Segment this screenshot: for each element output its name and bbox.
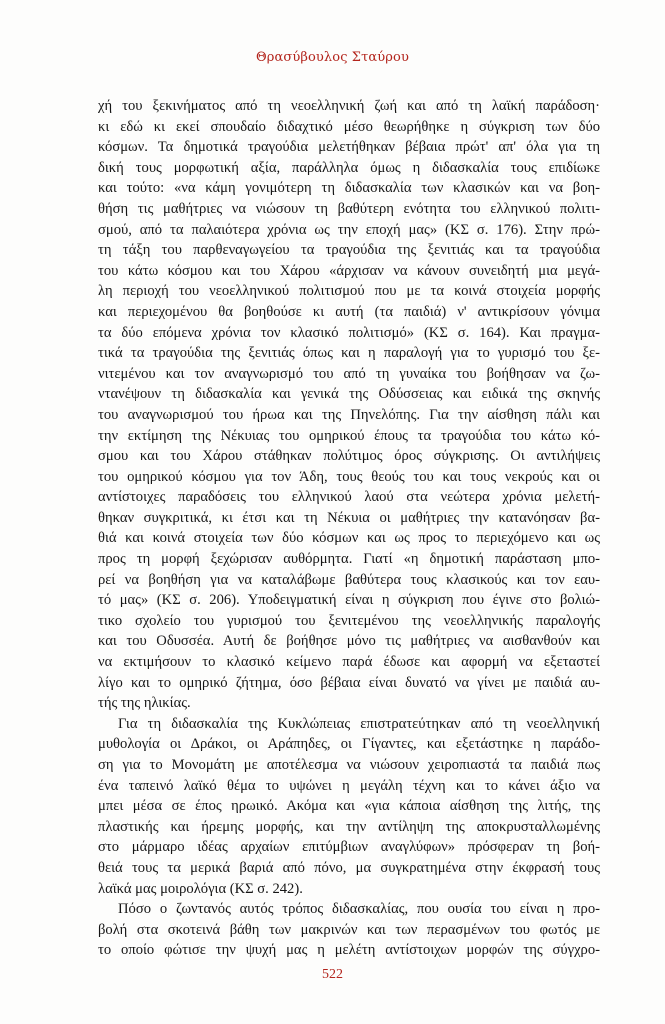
text-line: κι εδώ κι εκεί σπουδαίο διδαχτικό μέσο θεωρήθηκε η σύγκριση των δύο xyxy=(98,118,600,135)
text-line: και τούτο: «να κάμη γονιμότερη τη διδασκαλία των κλασικών και να βοη- xyxy=(98,180,600,197)
text-line: θηκαν συγκριτικά, κι έτσι και τη Νέκυια οι μαθήτριες την κατανόησαν βα- xyxy=(98,509,600,526)
text-line: μυθολογία οι Δράκοι, οι Αράπηδες, οι Γίγαντες, και εξετάστηκε η παράδο- xyxy=(98,736,600,753)
text-line: βολή στα σκοτεινά βάθη των μακρινών και των περασμένων του φωτός με xyxy=(98,921,600,938)
text-line: νιτεμένου και τον αναγνωρισμό του από τη γυναίκα του βοήθησαν να ζω- xyxy=(98,365,600,382)
text-line: Για τη διδασκαλία της Κυκλώπειας επιστρατεύτηκαν από τη νεοελληνική xyxy=(118,715,600,732)
text-line: και του Οδυσσέα. Αυτή δε βοήθησε μόνο τις μαθήτριες να αισθανθούν και xyxy=(98,633,600,650)
text-line: του ομηρικού κόσμου για τον Άδη, τους θεούς του και τους νεκρούς και οι xyxy=(98,468,600,485)
paragraph xyxy=(98,714,600,899)
text-line: πλαστικής και ήρεμης μορφής, και την αντίληψη της αποκρυσταλλωμένης xyxy=(98,818,600,835)
text-line: θήση τις μαθήτριες να νιώσουν τη βαθύτερη ενότητα του ελληνικού πολιτι- xyxy=(98,200,600,217)
text-line: θειά τους τα μερικά βαριά από πόνο, μα συγκρατημένα στην έκφρασή τους xyxy=(98,859,600,876)
text-line: δική τους μορφωτική αξία, παράλληλα όμως η διδασκαλία τους επιδίωκε xyxy=(98,159,600,176)
text-line: τής της ηλικίας. xyxy=(98,695,191,712)
text-line: τικά τα τραγούδια της ξενιτιάς όπως και η παραλογή για το γυρισμό του ξε- xyxy=(98,345,600,362)
text-line: σμού, από τα παλαιότερα χρόνια ως την εποχή μας» (ΚΣ σ. 176). Στην πρώ- xyxy=(98,221,600,238)
text-line: λίγο και το ομηρικό ζήτημα, όσο βέβαια είναι δυνατό να γίνει με παιδιά αυ- xyxy=(98,674,600,691)
text-line: την εκτίμηση της Νέκυιας του ομηρικού έπους τα τραγούδια του κάτω κό- xyxy=(98,427,600,444)
text-line: λη περιοχή του νεοελληνικού πολιτισμού που με τα κοινά στοιχεία μορφής xyxy=(98,283,600,300)
text-line: σμου και του Χάρου στάθηκαν πολύτιμος όρος σύγκρισης. Οι αντιλήψεις xyxy=(98,448,600,465)
text-line: ντανέψουν τη διδασκαλία και γενικά της Οδύσσειας και ειδικά της σκηνής xyxy=(98,386,600,403)
text-line: Πόσο ο ζωντανός αυτός τρόπος διδασκαλίας, που ουσία του είναι η προ- xyxy=(118,901,600,918)
text-line: του αναγνωρισμού του ήρωα και της Πηνελόπης. Για την αίσθηση πάλι και xyxy=(98,406,600,423)
text-line: και περιεχομένου θα βοηθούσε κι αυτή (τα παιδιά) ν' αντικρίσουν γόνιμα xyxy=(98,303,600,320)
body-text xyxy=(98,96,600,961)
text-line: χή του ξεκινήματος από τη νεοελληνική ζωή και από τη λαϊκή παράδοση· xyxy=(98,98,600,114)
text-line: ένα ταπεινό λαϊκό θέμα το υψώνει η μεγάλη τέχνη και το κάνει άξιο να xyxy=(98,777,600,794)
text-line: μπει μέσα σε έπος ηρωικό. Ακόμα και «για κάποια αίσθηση της λιτής, της xyxy=(98,798,600,815)
text-line: λαϊκά μας μοιρολόγια (ΚΣ σ. 242). xyxy=(98,880,303,897)
text-line: αντίστοιχες παραδόσεις του ελληνικού λαού στα νεώτερα χρόνια μελετή- xyxy=(98,489,600,506)
text-line: στο μάρμαρο ιδέας αρχαίων επιτύμβιων αναγλύφων» πρόσφεραν τη βοή- xyxy=(98,839,600,856)
text-line: κόσμων. Τα δημοτικά τραγούδια μελετήθηκαν βέβαια πρώτ' απ' όλα για τη xyxy=(98,139,600,156)
text-line: τό μας» (ΚΣ σ. 206). Υποδειγματική είναι η σύγκριση που έγινε στο βολιώ- xyxy=(98,592,600,609)
running-head: Θρασύβουλος Σταύρου xyxy=(256,50,409,65)
text-line: του κάτω κόσμου και του Χάρου «άρχισαν να κάνουν συνειδητή μια μεγά- xyxy=(98,262,600,279)
text-line: να εκτιμήσουν το κλασικό κείμενο παρά έδωσε και αφορμή να εξεταστεί xyxy=(98,654,600,671)
paragraph xyxy=(98,899,600,961)
text-line: τα δύο επόμενα χρόνια τον κλασικό πολιτισμό» (ΚΣ σ. 164). Και πραγμα- xyxy=(98,324,600,341)
text-line: τη τάξη του παρθεναγωγείου τα τραγούδια της ξενιτιάς και τα τραγούδια xyxy=(98,242,600,259)
text-line: τικο σχολείο του γυρισμού του ξενιτεμένου της νεοελληνικής παραλογής xyxy=(98,612,600,629)
text-line: το οποίο φώτισε την ψυχή μας η μελέτη αντίστοιχων μορφών της σύγχρο- xyxy=(98,942,600,959)
paragraph xyxy=(98,96,600,714)
text-line: ση για το Μονομάτη με αποτέλεσμα να νιώσουν χειροπιαστά τα παιδιά πως xyxy=(98,757,600,773)
text-line: προς τη μορφή ξεχώρισαν αυθόρμητα. Γιατί «η δημοτική παράσταση μπο- xyxy=(98,551,600,568)
page-number: 522 xyxy=(322,967,343,982)
text-line: θιά και κοινά στοιχεία των δύο κόσμων και ως προς το περιεχόμενο και ως xyxy=(98,530,600,547)
text-line: ρεί να βοηθήση για να καταλάβωμε βαθύτερα τους κλασικούς και τον εαυ- xyxy=(98,571,600,588)
